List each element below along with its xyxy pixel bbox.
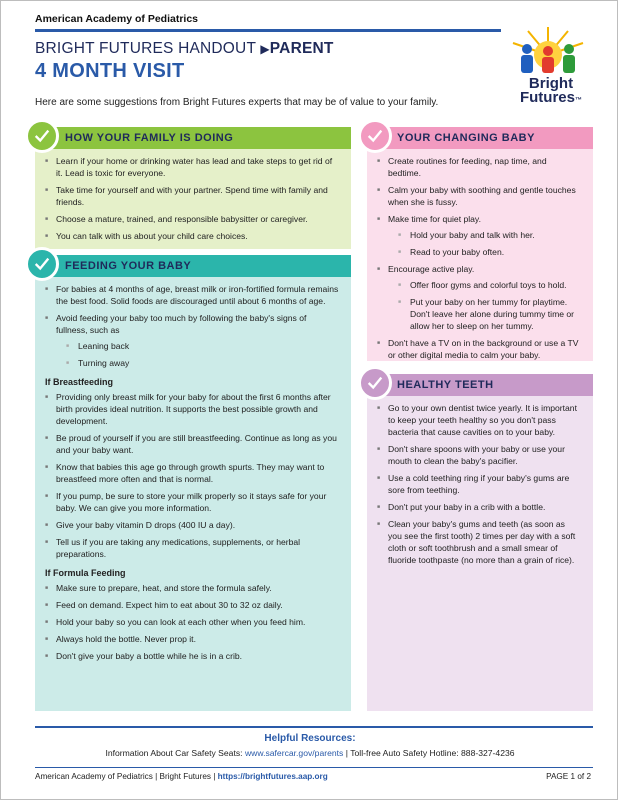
- logo-wordmark: Bright Futures™: [519, 75, 582, 106]
- bottom-rule: [35, 767, 593, 768]
- hotline-text: Toll-free Auto Safety Hotline: 888-327-4236: [350, 748, 515, 758]
- changing-panel-title: YOUR CHANGING BABY: [397, 132, 535, 144]
- breastfeeding-list: [45, 391, 339, 560]
- breastfeeding-heading: If Breastfeeding: [45, 377, 114, 387]
- teeth-list: [377, 402, 581, 566]
- sub-list-item: ■ Read to your baby often.: [388, 246, 581, 258]
- formula-heading: If Formula Feeding: [45, 568, 126, 578]
- list-item: ■ Avoid feeding your baby too much by following the baby's signs of fullness, such as ■ Leaning back ■ Turning away: [45, 312, 339, 369]
- quiet-play-list: [388, 229, 581, 258]
- list-item: ■ Don't share spoons with your baby or use your mouth to clean the baby's pacifier.: [377, 443, 581, 467]
- list-item: ■ Providing only breast milk for your baby for about the first 6 months after birth provides ideal nutrition. It supports the best possible growth and development.: [45, 391, 339, 427]
- bottom-credits: American Academy of Pediatrics | Bright Futures | https://brightfutures.aap.org: [35, 772, 328, 781]
- list-item: ■ For babies at 4 months of age, breast milk or iron-fortified formula remains the best food. Solid foods are discouraged until about 6 months of age.: [45, 283, 339, 307]
- checkmark-icon: [358, 366, 392, 400]
- intro-text: Here are some suggestions from Bright Futures experts that may be of value to your family.: [35, 97, 439, 108]
- brightfutures-link[interactable]: https://brightfutures.aap.org: [217, 772, 328, 781]
- family-list: [45, 155, 339, 242]
- audience-label: PARENT: [269, 40, 334, 57]
- handout-type: BRIGHT FUTURES HANDOUT: [35, 40, 256, 57]
- checkmark-icon: [358, 119, 392, 153]
- list-item: ■ Feed on demand. Expect him to eat about 30 to 32 oz daily.: [45, 599, 339, 611]
- list-item: ■ Encourage active play. ■ Offer floor gyms and colorful toys to hold. ■ Put your baby on her tummy for playtime. Don't leave her alone during tummy time or allow her to sleep on her tummy.: [377, 263, 581, 332]
- resources-title: Helpful Resources:: [264, 733, 356, 744]
- car-safety-link[interactable]: www.safercar.gov/parents: [244, 748, 344, 758]
- car-safety-label: Information About Car Safety Seats:: [105, 748, 245, 758]
- list-item: ■ Calm your baby with soothing and gentle touches when she is fussy.: [377, 184, 581, 208]
- list-item: ■ Hold your baby so you can look at each other when you feed him.: [45, 616, 339, 628]
- list-item: ■ You can talk with us about your child care choices.: [45, 230, 339, 242]
- active-play-list: [388, 279, 581, 332]
- bottom-brand: Bright Futures: [159, 772, 211, 781]
- header-rule: [35, 29, 501, 32]
- changing-list: [377, 155, 581, 361]
- arrow-icon: ▶: [260, 42, 270, 56]
- feeding-panel: [35, 255, 351, 711]
- list-item: ■ Be proud of yourself if you are still breastfeeding. Continue as long as you and your baby want.: [45, 432, 339, 456]
- changing-panel: [367, 127, 593, 361]
- list-item: ■ Use a cold teething ring if your baby's gums are sore from teething.: [377, 472, 581, 496]
- list-item: ■ Don't have a TV on in the background or use a TV or other digital media to calm your baby.: [377, 337, 581, 361]
- list-item: ■ Take time for yourself and with your partner. Spend time with family and friends.: [45, 184, 339, 208]
- handout-label: [35, 40, 334, 58]
- page-number: PAGE 1 of 2: [546, 772, 591, 781]
- footer-rule: [35, 726, 593, 728]
- teeth-panel: [367, 374, 593, 711]
- list-item: ■ Tell us if you are taking any medications, supplements, or herbal preparations.: [45, 536, 339, 560]
- family-panel: [35, 127, 351, 249]
- teeth-panel-title: HEALTHY TEETH: [397, 379, 494, 391]
- list-item: ■ Make time for quiet play. ■ Hold your baby and talk with her. ■ Read to your baby often.: [377, 213, 581, 258]
- list-item: ■ Give your baby vitamin D drops (400 IU a day).: [45, 519, 339, 531]
- sub-list-item: ■ Turning away: [56, 357, 339, 369]
- teeth-panel-header: [367, 374, 593, 396]
- list-item: ■ Learn if your home or drinking water has lead and take steps to get rid of it. Lead is toxic for everyone.: [45, 155, 339, 179]
- changing-panel-header: [367, 127, 593, 149]
- sub-list-item: ■ Put your baby on her tummy for playtime. Don't leave her alone during tummy time or allow her to sleep on her tummy.: [388, 296, 581, 332]
- page-title: 4 MONTH VISIT: [35, 60, 185, 82]
- list-item: ■ Don't put your baby in a crib with a bottle.: [377, 501, 581, 513]
- checkmark-icon: [25, 247, 59, 281]
- feeding-panel-title: FEEDING YOUR BABY: [65, 260, 192, 272]
- list-item: ■ If you pump, be sure to store your milk properly so it stays safe for your baby. We can give you more information.: [45, 490, 339, 514]
- feeding-list: [45, 283, 339, 369]
- list-item: ■ Clean your baby's gums and teeth (as soon as you see the first tooth) 2 times per day with a soft cloth or soft toothbrush and a small smear of fluoride toothpaste (no more than a grain of rice).: [377, 518, 581, 566]
- list-item: ■ Go to your own dentist twice yearly. It is important to keep your teeth healthy so you don't pass bacteria that cause cavities on to your baby.: [377, 402, 581, 438]
- list-item: ■ Make sure to prepare, heat, and store the formula safely.: [45, 582, 339, 594]
- feeding-panel-header: [35, 255, 351, 277]
- list-item: ■ Don't give your baby a bottle while he is in a crib.: [45, 650, 339, 662]
- sub-list-item: ■ Offer floor gyms and colorful toys to hold.: [388, 279, 581, 291]
- resources-line: Information About Car Safety Seats: www.safercar.gov/parents | Toll-free Auto Safety Hotline: 888-327-4236: [105, 748, 515, 758]
- bottom-org: American Academy of Pediatrics: [35, 772, 153, 781]
- checkmark-icon: [25, 119, 59, 153]
- list-item: ■ Create routines for feeding, nap time, and bedtime.: [377, 155, 581, 179]
- organization-name: American Academy of Pediatrics: [35, 13, 199, 25]
- list-item: ■ Always hold the bottle. Never prop it.: [45, 633, 339, 645]
- list-item: ■ Choose a mature, trained, and responsible babysitter or caregiver.: [45, 213, 339, 225]
- family-panel-header: [35, 127, 351, 149]
- family-panel-title: HOW YOUR FAMILY IS DOING: [65, 132, 234, 144]
- list-item: ■ Know that babies this age go through growth spurts. They may want to breastfeed more often and that is normal.: [45, 461, 339, 485]
- formula-list: [45, 582, 339, 662]
- sub-list-item: ■ Leaning back: [56, 340, 339, 352]
- sub-list-item: ■ Hold your baby and talk with her.: [388, 229, 581, 241]
- fullness-signs-list: [56, 340, 339, 369]
